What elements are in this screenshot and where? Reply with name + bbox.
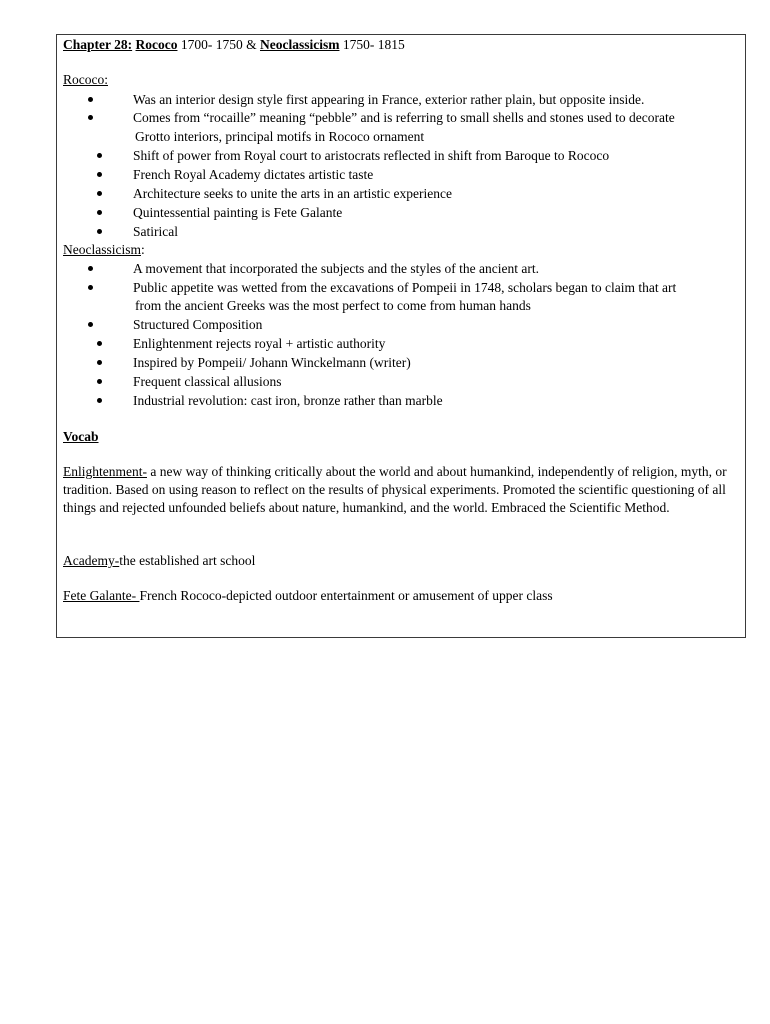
neo-item-2-continued: from the ancient Greeks was the most perfect to come from human hands [135, 298, 531, 313]
chapter-title [63, 37, 405, 53]
fete-galante-definition: French Rococo-depicted outdoor entertainment or amusement of upper class [139, 588, 553, 603]
rococo-item-3: Shift of power from Royal court to aristocrats reflected in shift from Baroque to Rococo [133, 148, 610, 163]
rococo-item-2-continued: Grotto interiors, principal motifs in Rococo ornament [135, 129, 425, 144]
rococo-item-7: Satirical [133, 224, 178, 239]
bullet-icon [88, 97, 93, 102]
bullet-icon [97, 172, 102, 177]
bullet-icon [97, 360, 102, 365]
bullet-icon [97, 191, 102, 196]
bullet-icon [88, 115, 93, 120]
neo-item-3: Structured Composition [133, 317, 263, 332]
vocab-heading: Vocab [63, 429, 99, 444]
enlightenment-definition: a new way of thinking critically about the world and about humankind, independently of religion, myth, or tradition. Based on using reason to reflect on the results of physical experiments. Promoted the scientific questioning of all things and rejected unfounded beliefs about nature, humankind, and the world. Embraced the Scientific Method. [63, 464, 727, 515]
academy-term: Academy- [63, 553, 120, 568]
bullet-icon [88, 285, 93, 290]
chapter-label: Chapter 28: [63, 37, 133, 52]
vocab-fete-galante [63, 588, 553, 604]
enlightenment-term: Enlightenment- [63, 464, 147, 479]
rococo-item-5: Architecture seeks to unite the arts in an artistic experience [133, 186, 452, 201]
rococo-item-6: Quintessential painting is Fete Galante [133, 205, 343, 220]
bullet-icon [88, 266, 93, 271]
rococo-dates: 1700- 1750 & [180, 37, 257, 52]
neo-item-4: Enlightenment rejects royal + artistic authority [133, 336, 386, 351]
bullet-icon [97, 341, 102, 346]
bullet-icon [97, 153, 102, 158]
vocab-academy [63, 553, 255, 569]
neoclassicism-title: Neoclassicism [259, 37, 340, 52]
neo-item-7: Industrial revolution: cast iron, bronze rather than marble [133, 393, 443, 408]
rococo-item-1: Was an interior design style first appearing in France, exterior rather plain, but opposite inside. [133, 92, 645, 107]
neo-item-6: Frequent classical allusions [133, 374, 282, 389]
neo-item-5: Inspired by Pompeii/ Johann Winckelmann (writer) [133, 355, 411, 370]
neoclassicism-heading [63, 242, 145, 258]
fete-galante-term: Fete Galante- [63, 588, 140, 603]
bullet-icon [97, 229, 102, 234]
rococo-item-2: Comes from “rocaille” meaning “pebble” and is referring to small shells and stones used to decorate [133, 110, 675, 125]
rococo-item-4: French Royal Academy dictates artistic taste [133, 167, 374, 182]
neo-item-1: A movement that incorporated the subjects and the styles of the ancient art. [133, 261, 540, 276]
neo-item-2: Public appetite was wetted from the excavations of Pompeii in 1748, scholars began to claim that art [133, 280, 677, 295]
rococo-heading: Rococo: [63, 72, 108, 87]
bullet-icon [88, 322, 93, 327]
neoclassicism-heading-colon: : [140, 242, 145, 257]
bullet-icon [97, 379, 102, 384]
bullet-icon [97, 210, 102, 215]
bullet-icon [97, 398, 102, 403]
rococo-title: Rococo [135, 37, 178, 52]
neoclassicism-heading-text: Neoclassicism [63, 242, 141, 257]
academy-definition: the established art school [119, 553, 256, 568]
neoclassicism-dates: 1750- 1815 [342, 37, 405, 52]
vocab-enlightenment [63, 463, 739, 517]
